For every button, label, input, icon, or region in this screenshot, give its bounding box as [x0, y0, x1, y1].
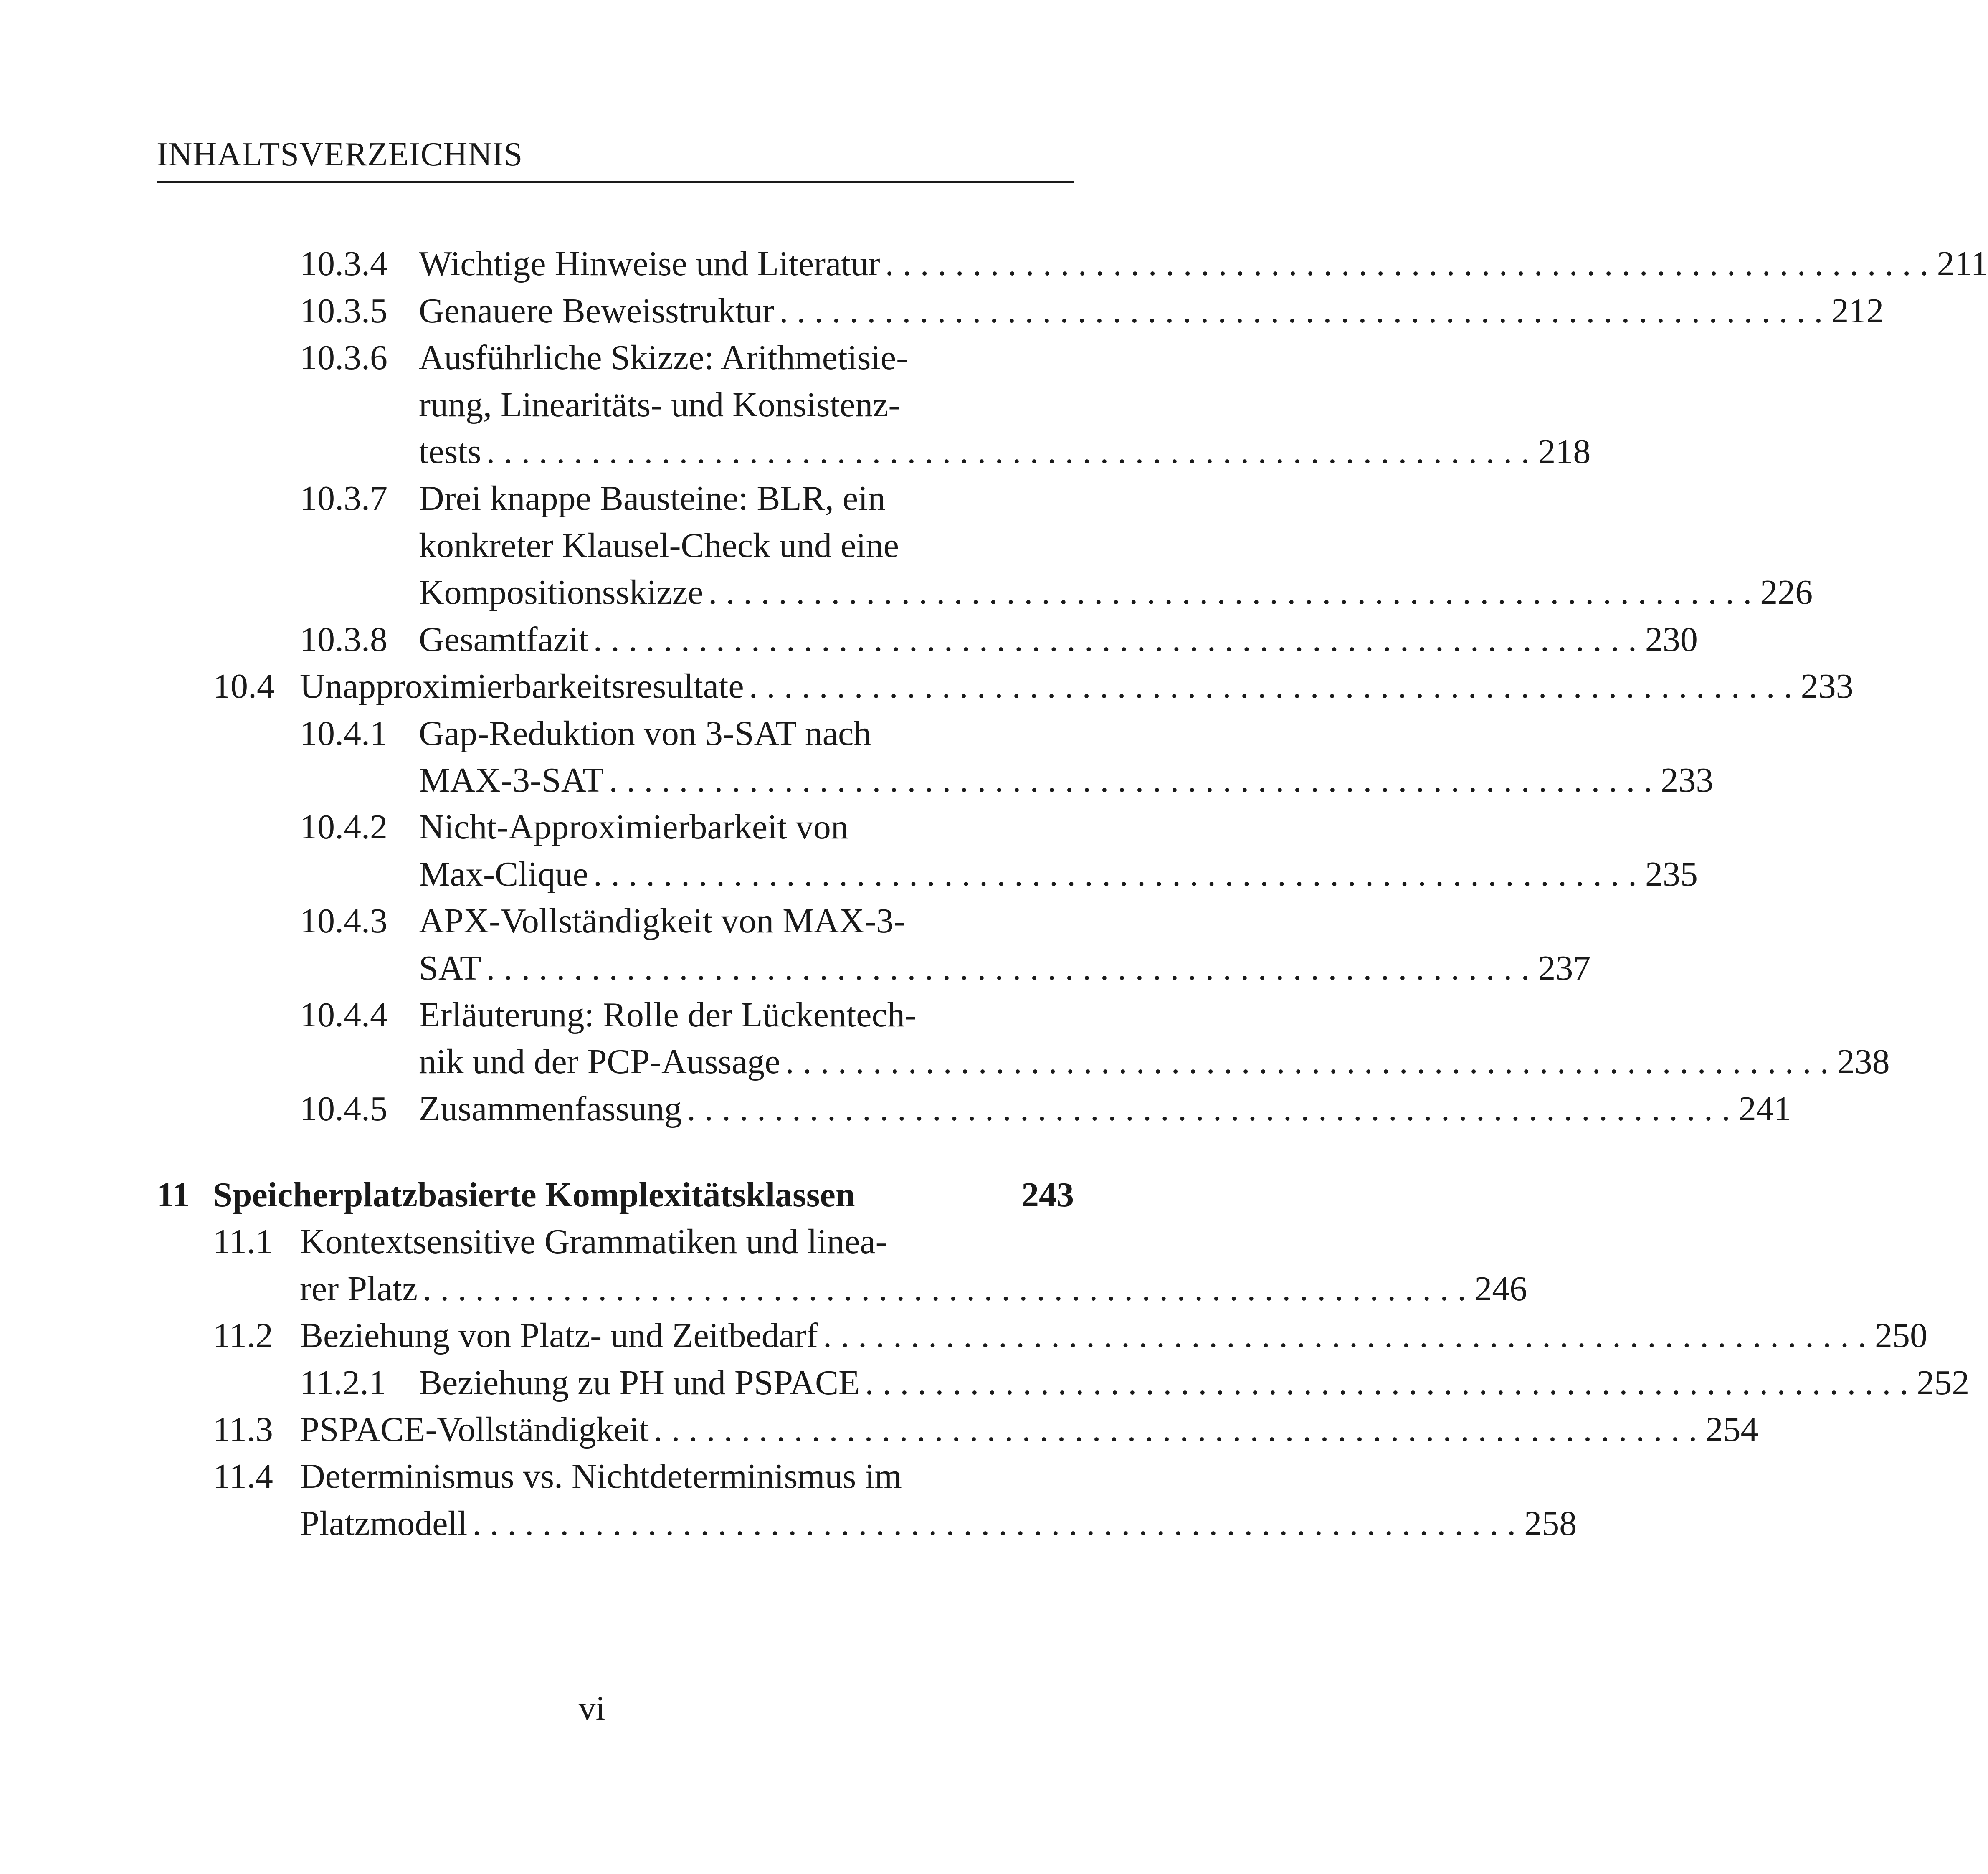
dot-leader: . . . . . . . . . . . . . . . . . . . . . . . . . . . . . . . . . . . . . . . . . . . . . . . . . . . . . . . . . . . .: [885, 244, 1929, 283]
toc-entry-number: 11.1: [213, 1222, 273, 1261]
toc-entry-number: 11.2: [213, 1316, 273, 1355]
dot-leader: . . . . . . . . . . . . . . . . . . . . . . . . . . . . . . . . . . . . . . . . . . . . . . . . . . . . . . . . . . . .: [653, 1410, 1697, 1449]
toc-entry-number: 10.3.8: [300, 620, 387, 659]
toc-entry-line: [419, 949, 1591, 988]
toc-entry-number: 11: [157, 1175, 190, 1214]
toc-entry-title: nik und der PCP-Aussage: [419, 1042, 780, 1081]
toc-entry-title: tests: [419, 432, 481, 471]
toc-entry-number: 10.4.5: [300, 1089, 387, 1128]
toc-entry-line: [419, 244, 1988, 283]
dot-leader: . . . . . . . . . . . . . . . . . . . . . . . . . . . . . . . . . . . . . . . . . . . . . . . . . . . . . . . . . . . .: [593, 855, 1637, 894]
toc-entry-page: 254: [1705, 1410, 1758, 1449]
toc-entry-page: 237: [1538, 949, 1591, 988]
toc-entry-line: [419, 855, 1698, 894]
toc-entry-title: PSPACE-Vollständigkeit: [300, 1410, 649, 1449]
toc-entry-line: [419, 761, 1714, 800]
toc-entry-page: 258: [1524, 1504, 1577, 1543]
toc-entry-page: 235: [1645, 855, 1698, 894]
toc-entry-title: Determinismus vs. Nichtdeterminismus im: [300, 1457, 902, 1496]
toc-entry-page: 238: [1837, 1042, 1890, 1081]
toc-entry-line: [419, 432, 1591, 471]
toc-entry-title: rer Platz: [300, 1269, 418, 1308]
dot-leader: . . . . . . . . . . . . . . . . . . . . . . . . . . . . . . . . . . . . . . . . . . . . . . . . . . . . . . . . . . . .: [686, 1089, 1730, 1128]
toc-entry-line: [419, 1042, 1890, 1081]
toc-entry-line: [300, 1410, 1758, 1449]
toc-entry-number: 10.3.4: [300, 244, 387, 283]
dot-leader: . . . . . . . . . . . . . . . . . . . . . . . . . . . . . . . . . . . . . . . . . . . . . . . . . . . . . . . . . . . .: [785, 1042, 1829, 1081]
toc-entry-title: Zusammenfassung: [419, 1089, 682, 1128]
toc-entry-page: 250: [1874, 1316, 1927, 1355]
toc-entry-page: 218: [1538, 432, 1591, 471]
toc-entry-title: SAT: [419, 949, 481, 988]
toc-entry-title: Kompositionsskizze: [419, 573, 704, 612]
toc-entry-title: Wichtige Hinweise und Literatur: [419, 244, 880, 283]
dot-leader: . . . . . . . . . . . . . . . . . . . . . . . . . . . . . . . . . . . . . . . . . . . . . . . . . . . . . . . . . . . .: [486, 949, 1530, 988]
toc-entry-page: 233: [1801, 667, 1854, 706]
toc-entry-title: Speicherplatzbasierte Komplexitätsklassen: [213, 1175, 855, 1214]
toc-entry-title: Gesamtfazit: [419, 620, 588, 659]
toc-entry-title: MAX-3-SAT: [419, 761, 604, 800]
dot-leader: . . . . . . . . . . . . . . . . . . . . . . . . . . . . . . . . . . . . . . . . . . . . . . . . . . . . . . . . . . . .: [593, 620, 1637, 659]
toc-entry-page: 211: [1937, 244, 1988, 283]
toc-entry-line: [419, 904, 1074, 939]
toc-entry-title: Unapproximierbarkeitsresultate: [300, 667, 744, 706]
toc-entry-title: Ausführliche Skizze: Arithmetisie-: [419, 338, 908, 377]
toc-entry-title: Platzmodell: [300, 1504, 468, 1543]
toc-entry-page: 243: [1021, 1175, 1074, 1214]
toc-entry-title: Gap-Reduktion von 3-SAT nach: [419, 714, 871, 753]
page-number: vi: [578, 1689, 605, 1727]
toc-entry-line: [419, 1089, 1791, 1128]
toc-entry-number: 10.3.7: [300, 479, 387, 518]
dot-leader: . . . . . . . . . . . . . . . . . . . . . . . . . . . . . . . . . . . . . . . . . . . . . . . . . . . . . . . . . . . .: [708, 573, 1752, 612]
toc-entry-line: [419, 528, 1074, 563]
toc-entry-line: [419, 387, 1074, 423]
toc-entry-title: rung, Linearitäts- und Konsistenz-: [419, 385, 900, 424]
toc-entry-line: [300, 1316, 1927, 1355]
toc-entry-number: 10.4: [213, 667, 274, 706]
toc-entry-title: Erläuterung: Rolle der Lückentech-: [419, 995, 917, 1034]
toc-entry-title: Genauere Beweisstruktur: [419, 291, 775, 330]
toc-entry-line: [213, 1175, 1074, 1214]
toc-entry-number: 10.4.3: [300, 902, 387, 940]
toc-entry-title: Nicht-Approximierbarkeit von: [419, 808, 848, 846]
dot-leader: . . . . . . . . . . . . . . . . . . . . . . . . . . . . . . . . . . . . . . . . . . . . . . . . . . . . . . . . . . . .: [779, 291, 1823, 330]
toc-entry-title: Beziehung zu PH und PSPACE: [419, 1363, 860, 1402]
toc-entry-number: 11.3: [213, 1410, 273, 1449]
toc-entry-title: Max-Clique: [419, 855, 588, 894]
toc-entry-line: [300, 1459, 1074, 1494]
toc-entry-line: [419, 620, 1698, 659]
toc-entry-number: 10.4.2: [300, 808, 387, 846]
toc-entry-line: [419, 340, 1074, 375]
dot-leader: . . . . . . . . . . . . . . . . . . . . . . . . . . . . . . . . . . . . . . . . . . . . . . . . . . . . . . . . . . . .: [865, 1363, 1909, 1402]
toc-entry-number: 10.3.5: [300, 291, 387, 330]
toc-entry-page: 212: [1831, 291, 1884, 330]
toc-entry-number: 10.3.6: [300, 338, 387, 377]
toc-entry-line: [300, 1504, 1577, 1543]
toc-entry-number: 10.4.1: [300, 714, 387, 753]
toc-entry-line: [419, 481, 1074, 516]
dot-leader: . . . . . . . . . . . . . . . . . . . . . . . . . . . . . . . . . . . . . . . . . . . . . . . . . . . . . . . . . . . .: [486, 432, 1530, 471]
toc-entry-line: [419, 716, 1074, 751]
toc-entry-line: [419, 810, 1074, 845]
toc-entry-page: 246: [1474, 1269, 1527, 1308]
toc-entry-title: Beziehung von Platz- und Zeitbedarf: [300, 1316, 818, 1355]
toc-entry-line: [419, 291, 1884, 330]
toc-entry-number: 11.2.1: [300, 1363, 386, 1402]
toc-entry-page: 241: [1738, 1089, 1791, 1128]
toc-entry-page: 230: [1645, 620, 1698, 659]
toc-entry-line: [300, 1224, 1074, 1259]
running-head: INHALTSVERZEICHNIS: [157, 136, 523, 173]
toc-entry-line: [419, 995, 1074, 1034]
toc-entry-line: [419, 1363, 1970, 1402]
toc-entry-page: 233: [1661, 761, 1714, 800]
dot-leader: . . . . . . . . . . . . . . . . . . . . . . . . . . . . . . . . . . . . . . . . . . . . . . . . . . . . . . . . . . . .: [823, 1316, 1866, 1355]
toc-entry-line: [419, 573, 1813, 612]
toc-entry-line: [300, 1269, 1527, 1308]
toc-entry-number: 10.4.4: [300, 995, 387, 1034]
dot-leader: . . . . . . . . . . . . . . . . . . . . . . . . . . . . . . . . . . . . . . . . . . . . . . . . . . . . . . . . . . . .: [423, 1269, 1466, 1308]
toc-entry-number: 11.4: [213, 1457, 273, 1496]
dot-leader: . . . . . . . . . . . . . . . . . . . . . . . . . . . . . . . . . . . . . . . . . . . . . . . . . . . . . . . . . . . .: [749, 667, 1793, 706]
toc-entry-title: Drei knappe Bausteine: BLR, ein: [419, 479, 886, 518]
toc-entry-page: 252: [1917, 1363, 1970, 1402]
toc-entry-title: Kontextsensitive Grammatiken und linea-: [300, 1222, 887, 1261]
dot-leader: . . . . . . . . . . . . . . . . . . . . . . . . . . . . . . . . . . . . . . . . . . . . . . . . . . . . . . . . . . . .: [609, 761, 1653, 800]
toc-entry-page: 226: [1760, 573, 1813, 612]
toc-entry-line: [300, 667, 1854, 706]
toc-entry-title: konkreter Klausel-Check und eine: [419, 526, 899, 565]
toc-entry-title: APX-Vollständigkeit von MAX-3-: [419, 902, 906, 940]
dot-leader: . . . . . . . . . . . . . . . . . . . . . . . . . . . . . . . . . . . . . . . . . . . . . . . . . . . . . . . . . . . .: [472, 1504, 1516, 1543]
